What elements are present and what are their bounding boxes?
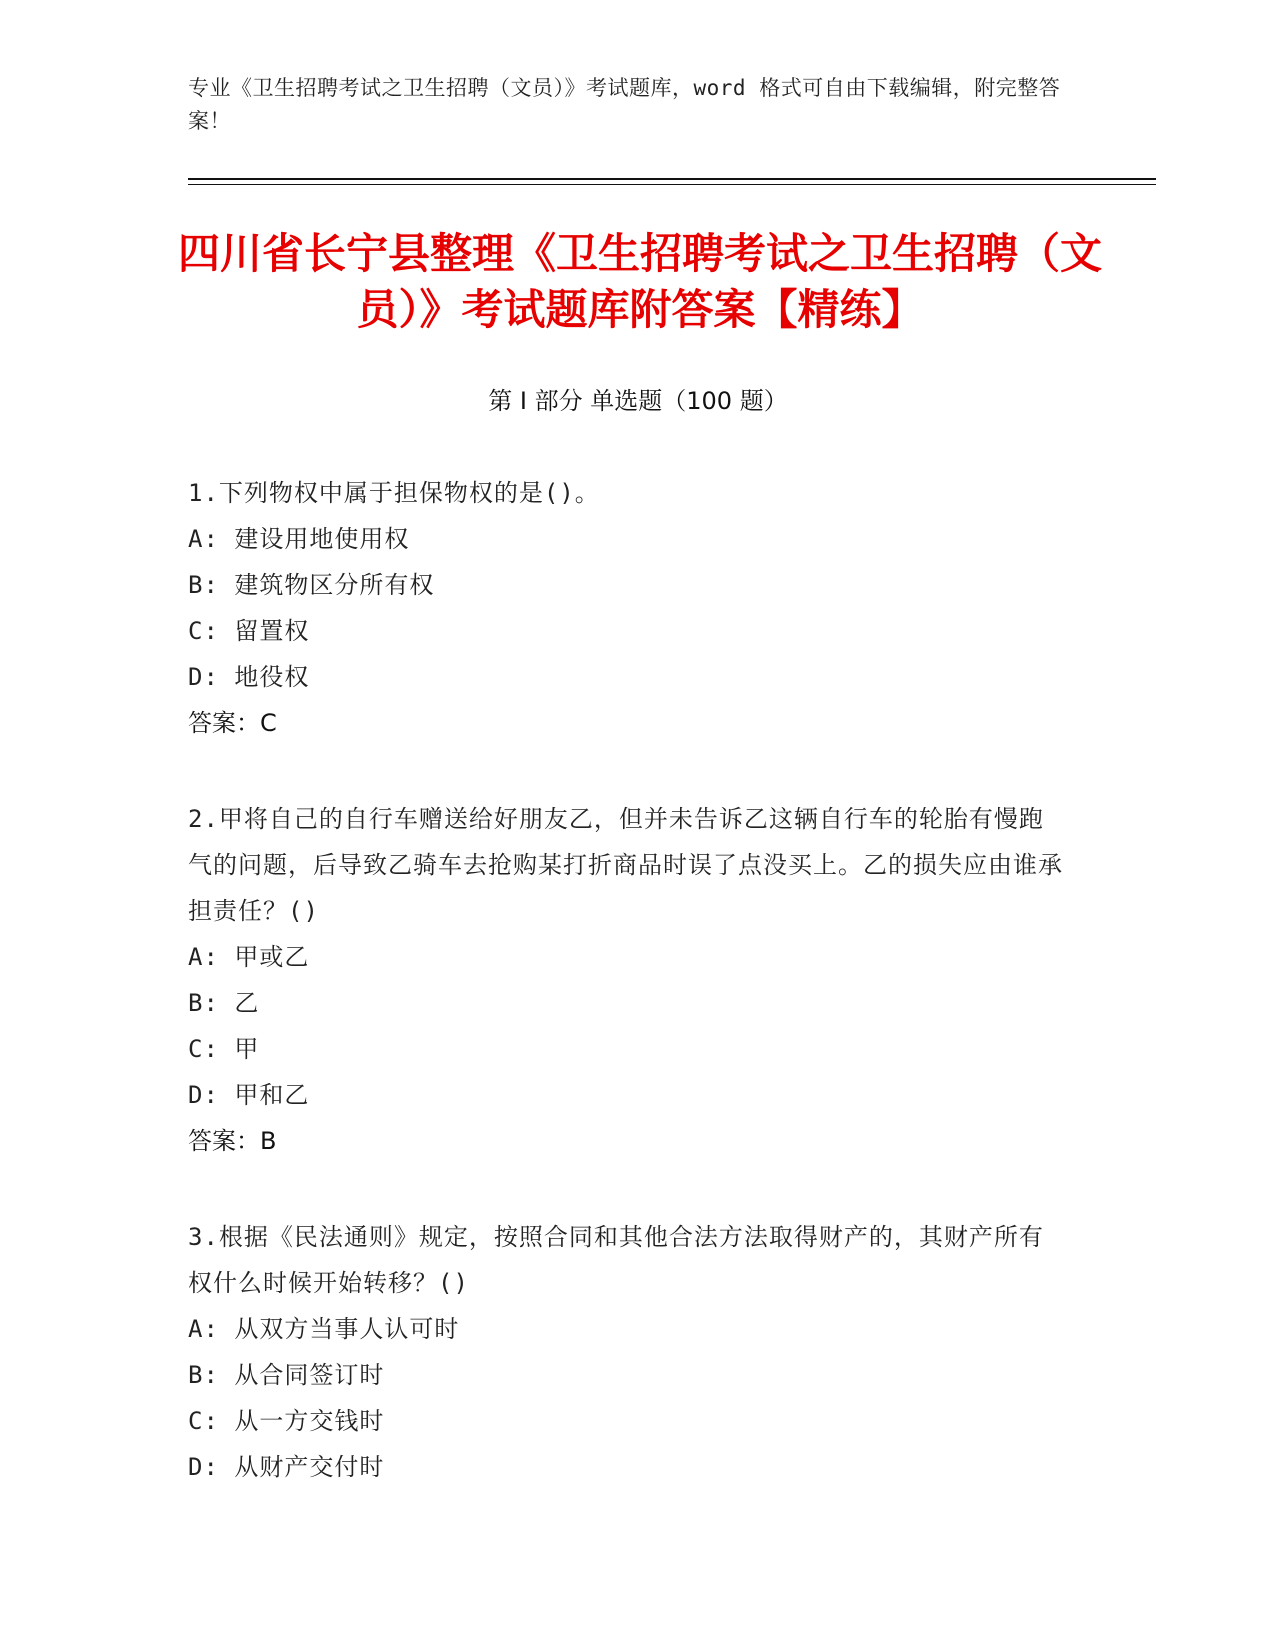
question-stem: 3.根据《民法通则》规定，按照合同和其他合法方法取得财产的，其财产所有权什么时候开始转移？() [188,1223,1044,1297]
document-title: 四川省长宁县整理《卫生招聘考试之卫生招聘（文员）》考试题库附答案【精练】 [177,229,1102,334]
option-d: D: 甲和乙 [188,1081,310,1109]
answer: 答案：C [188,709,277,737]
answer: 答案：B [188,1127,277,1155]
option-c: C: 留置权 [188,617,310,645]
option-d: D: 从财产交付时 [188,1453,385,1481]
question-2 [188,796,1068,1164]
option-b: B: 乙 [188,989,260,1017]
option-c: C: 甲 [188,1035,260,1063]
question-list [188,470,1068,1540]
header-note: 专业《卫生招聘考试之卫生招聘（文员）》考试题库，word 格式可自由下载编辑，附完整答案！ [188,76,1061,133]
option-a: A: 甲或乙 [188,943,310,971]
option-d: D: 地役权 [188,663,310,691]
question-3 [188,1214,1068,1490]
header-divider-thick [188,178,1156,180]
question-stem: 1.下列物权中属于担保物权的是()。 [188,479,600,507]
question-1 [188,470,1068,746]
section-title: 第 I 部分 单选题（100 题） [488,387,788,415]
option-b: B: 从合同签订时 [188,1361,385,1389]
option-c: C: 从一方交钱时 [188,1407,385,1435]
option-a: A: 建设用地使用权 [188,525,410,553]
question-stem: 2.甲将自己的自行车赠送给好朋友乙，但并未告诉乙这辆自行车的轮胎有慢跑气的问题，后导致乙骑车去抢购某打折商品时误了点没买上。乙的损失应由谁承担责任？() [188,805,1063,925]
option-a: A: 从双方当事人认可时 [188,1315,460,1343]
header-divider-thin [188,184,1156,185]
option-b: B: 建筑物区分所有权 [188,571,435,599]
